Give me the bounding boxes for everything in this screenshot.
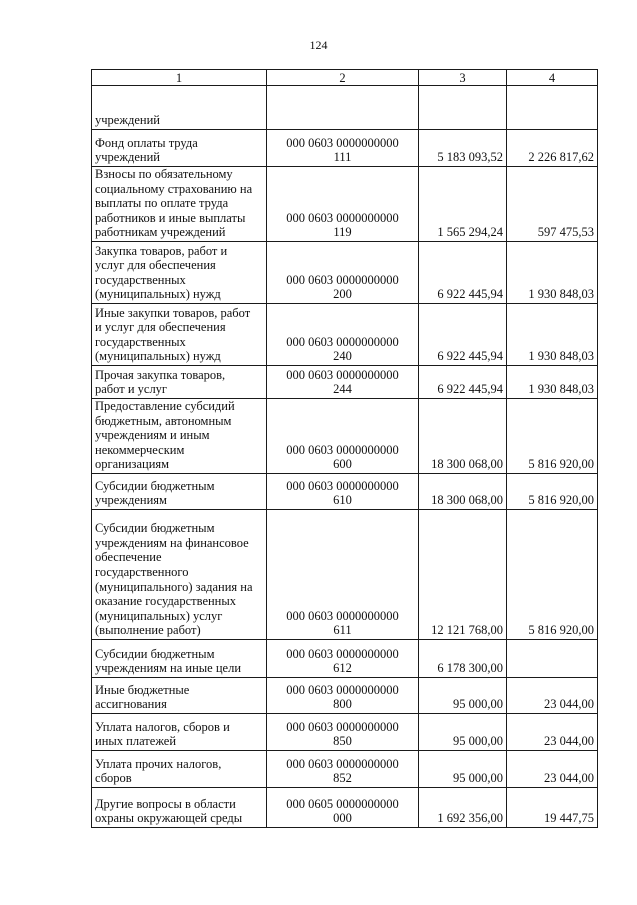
table-row [92, 241, 598, 303]
row-name: Уплата налогов, сборов и иных платежей [95, 719, 230, 749]
row-code-prefix: 000 0603 0000000000 [286, 682, 399, 697]
table-row [92, 303, 598, 365]
row-code-cell [267, 473, 419, 509]
row-code-suffix: 612 [333, 661, 352, 676]
row-col3-value: 12 121 768,00 [419, 509, 507, 639]
row-name-cell [92, 473, 267, 509]
row-name: Уплата прочих налогов, сборов [95, 756, 222, 786]
row-code-suffix: 850 [333, 734, 352, 749]
row-col3-value: 18 300 068,00 [419, 398, 507, 473]
row-col4-value: 2 226 817,62 [507, 130, 598, 167]
row-code-prefix: 000 0603 0000000000 [286, 719, 399, 734]
row-code-prefix: 000 0603 0000000000 [286, 367, 399, 382]
row-code-prefix: 000 0603 0000000000 [286, 756, 399, 771]
row-col3-value: 5 183 093,52 [419, 130, 507, 167]
row-code-suffix: 852 [333, 771, 352, 786]
row-code-suffix: 244 [333, 382, 352, 397]
table-row [92, 713, 598, 750]
row-name: Предоставление субсидий бюджетным, автономным учреждениям и иным некоммерческим организациям [95, 398, 235, 472]
row-code-cell [267, 713, 419, 750]
row-code-prefix: 000 0603 0000000000 [286, 646, 399, 661]
row-col4-value: 1 930 848,03 [507, 241, 598, 303]
row-code-prefix: 000 0603 0000000000 [286, 608, 399, 623]
row-name-cell [92, 167, 267, 242]
row-col4-value: 23 044,00 [507, 677, 598, 713]
row-code-prefix: 000 0605 0000000000 [286, 796, 399, 811]
row-name-cell [92, 86, 267, 130]
table-row [92, 365, 598, 398]
row-col4-value: 23 044,00 [507, 713, 598, 750]
header-col-2: 2 [267, 70, 419, 86]
row-col3-value: 95 000,00 [419, 713, 507, 750]
row-code-suffix: 000 [333, 811, 352, 826]
row-code-prefix: 000 0603 0000000000 [286, 272, 399, 287]
table-row [92, 677, 598, 713]
row-col3-value: 6 922 445,94 [419, 241, 507, 303]
row-col4-value: 19 447,75 [507, 787, 598, 827]
row-col3-value [419, 86, 507, 130]
row-col4-value: 5 816 920,00 [507, 398, 598, 473]
row-code-cell [267, 639, 419, 677]
row-col4-value [507, 86, 598, 130]
table-row [92, 787, 598, 827]
row-name: Субсидии бюджетным учреждениям на иные цели [95, 646, 242, 676]
header-col-4: 4 [507, 70, 598, 86]
header-row [92, 70, 598, 86]
row-code-cell [267, 130, 419, 167]
table-row [92, 509, 598, 639]
row-name-cell [92, 130, 267, 167]
page-number: 124 [309, 38, 328, 52]
row-code-cell [267, 398, 419, 473]
row-name-cell [92, 713, 267, 750]
row-code-cell [267, 365, 419, 398]
row-col3-value: 95 000,00 [419, 677, 507, 713]
row-col3-value: 1 565 294,24 [419, 167, 507, 242]
row-col3-value: 6 922 445,94 [419, 365, 507, 398]
row-col3-value: 1 692 356,00 [419, 787, 507, 827]
row-code-prefix: 000 0603 0000000000 [286, 442, 399, 457]
table-row [92, 130, 598, 167]
row-name-cell [92, 365, 267, 398]
row-name-cell [92, 241, 267, 303]
row-code-suffix: 111 [333, 150, 352, 165]
row-code-prefix: 000 0603 0000000000 [286, 478, 399, 493]
row-name-cell [92, 398, 267, 473]
row-name-cell [92, 787, 267, 827]
row-col4-value [507, 639, 598, 677]
row-name: Субсидии бюджетным учреждениям [95, 478, 215, 508]
row-name-cell [92, 303, 267, 365]
row-col3-value: 95 000,00 [419, 750, 507, 787]
table-row [92, 398, 598, 473]
table-row [92, 86, 598, 130]
row-code-cell [267, 241, 419, 303]
row-code-cell [267, 677, 419, 713]
row-code-cell [267, 86, 419, 130]
row-col3-value: 6 922 445,94 [419, 303, 507, 365]
row-code-prefix: 000 0603 0000000000 [286, 210, 399, 225]
row-name: Субсидии бюджетным учреждениям на финансовое обеспечение государственного (муниципального) задания на оказание государственных (муниципальных) услуг (выполнение работ) [95, 521, 253, 638]
table-row [92, 750, 598, 787]
row-code-suffix: 600 [333, 457, 352, 472]
row-code-cell [267, 750, 419, 787]
table-row [92, 473, 598, 509]
row-col4-value: 1 930 848,03 [507, 365, 598, 398]
row-col4-value: 1 930 848,03 [507, 303, 598, 365]
row-name-cell [92, 677, 267, 713]
row-code-suffix: 200 [333, 287, 352, 302]
row-name: Иные закупки товаров, работ и услуг для обеспечения государственных (муниципальных) нужд [95, 305, 251, 364]
budget-table [91, 69, 598, 828]
row-col3-value: 18 300 068,00 [419, 473, 507, 509]
row-name-cell [92, 750, 267, 787]
row-code-prefix: 000 0603 0000000000 [286, 334, 399, 349]
row-name: Иные бюджетные ассигнования [95, 682, 190, 712]
row-col4-value: 5 816 920,00 [507, 473, 598, 509]
row-name: Прочая закупка товаров, работ и услуг [95, 367, 226, 397]
row-name: Закупка товаров, работ и услуг для обеспечения государственных (муниципальных) нужд [95, 243, 228, 302]
row-code-cell [267, 787, 419, 827]
row-col4-value: 597 475,53 [507, 167, 598, 242]
row-col4-value: 5 816 920,00 [507, 509, 598, 639]
row-name: Взносы по обязательному социальному страхованию на выплаты по оплате труда работников и иные выплаты работникам учреждений [95, 167, 253, 240]
row-col3-value: 6 178 300,00 [419, 639, 507, 677]
row-name: учреждений [95, 113, 160, 128]
row-code-cell [267, 303, 419, 365]
row-name-cell [92, 639, 267, 677]
row-code-suffix: 800 [333, 697, 352, 712]
row-name: Фонд оплаты труда учреждений [95, 135, 198, 165]
table-row [92, 167, 598, 242]
row-code-cell [267, 167, 419, 242]
row-name: Другие вопросы в области охраны окружающей среды [95, 796, 243, 826]
row-code-cell [267, 509, 419, 639]
header-col-1: 1 [92, 70, 267, 86]
row-name-cell [92, 509, 267, 639]
header-col-3: 3 [419, 70, 507, 86]
row-code-prefix: 000 0603 0000000000 [286, 135, 399, 150]
row-code-suffix: 240 [333, 349, 352, 364]
row-code-suffix: 119 [333, 225, 352, 240]
row-code-suffix: 610 [333, 493, 352, 508]
table-row [92, 639, 598, 677]
row-col4-value: 23 044,00 [507, 750, 598, 787]
row-code-suffix: 611 [333, 623, 352, 638]
